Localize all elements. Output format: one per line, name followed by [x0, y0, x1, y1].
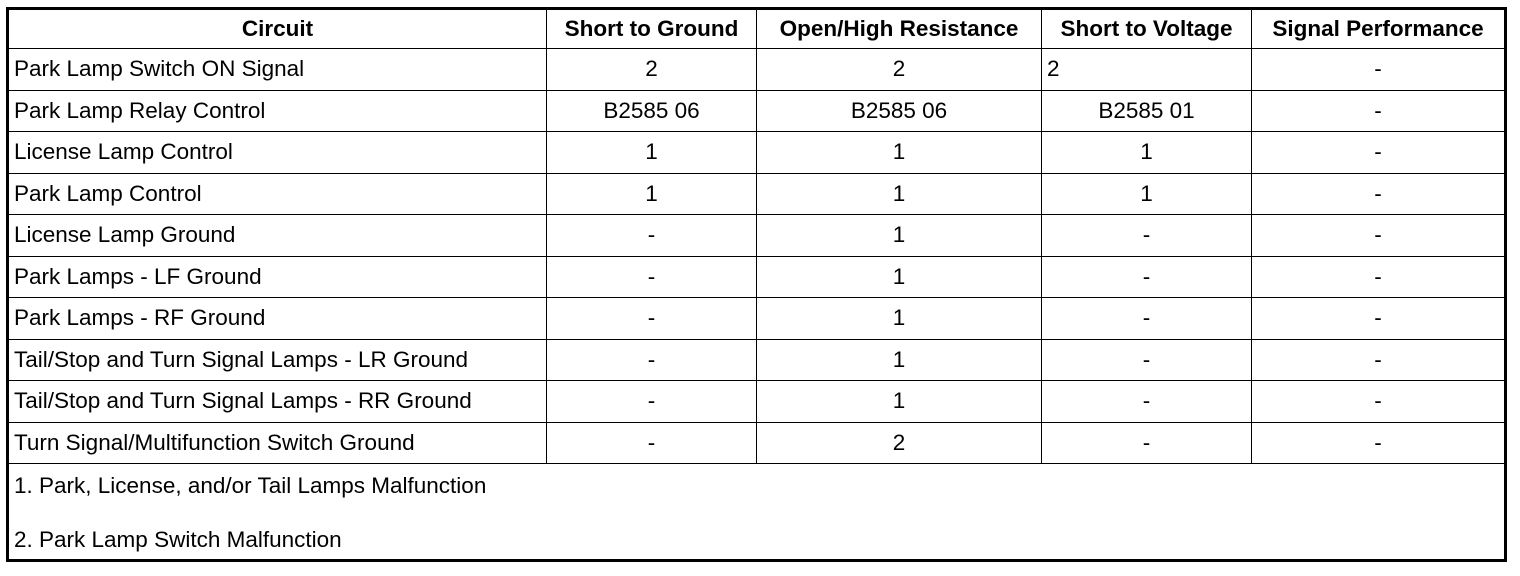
open-high-resistance-cell: 1: [757, 381, 1042, 423]
open-high-resistance-cell: 1: [757, 132, 1042, 174]
table-row: [8, 256, 1506, 298]
short-to-ground-cell: -: [547, 298, 757, 340]
signal-performance-cell: -: [1252, 298, 1506, 340]
short-to-voltage-cell: -: [1042, 298, 1252, 340]
footnote-1: 1. Park, License, and/or Tail Lamps Malfunction: [14, 473, 487, 498]
signal-performance-cell: -: [1252, 132, 1506, 174]
header-open-high-resistance: Open/High Resistance: [757, 9, 1042, 49]
header-row: [8, 9, 1506, 49]
open-high-resistance-cell: 1: [757, 298, 1042, 340]
circuit-cell: License Lamp Control: [8, 132, 547, 174]
signal-performance-cell: -: [1252, 49, 1506, 91]
short-to-voltage-cell: -: [1042, 339, 1252, 381]
signal-performance-cell: -: [1252, 339, 1506, 381]
table-row: [8, 215, 1506, 257]
open-high-resistance-cell: 1: [757, 339, 1042, 381]
signal-performance-cell: -: [1252, 422, 1506, 464]
short-to-voltage-cell: 2: [1042, 49, 1252, 91]
signal-performance-cell: -: [1252, 173, 1506, 215]
circuit-cell: Turn Signal/Multifunction Switch Ground: [8, 422, 547, 464]
footnote-2: 2. Park Lamp Switch Malfunction: [14, 526, 342, 552]
open-high-resistance-cell: 1: [757, 256, 1042, 298]
short-to-voltage-cell: B2585 01: [1042, 90, 1252, 132]
short-to-ground-cell: 1: [547, 173, 757, 215]
circuit-cell: Tail/Stop and Turn Signal Lamps - RR Ground: [8, 381, 547, 423]
signal-performance-cell: -: [1252, 381, 1506, 423]
header-short-to-ground: Short to Ground: [547, 9, 757, 49]
circuit-cell: Park Lamp Switch ON Signal: [8, 49, 547, 91]
short-to-voltage-cell: -: [1042, 381, 1252, 423]
signal-performance-cell: -: [1252, 215, 1506, 257]
short-to-ground-cell: 1: [547, 132, 757, 174]
open-high-resistance-cell: 1: [757, 173, 1042, 215]
short-to-voltage-cell: 1: [1042, 132, 1252, 174]
header-circuit: Circuit: [8, 9, 547, 49]
short-to-ground-cell: -: [547, 339, 757, 381]
notes-row: [8, 464, 1506, 561]
short-to-ground-cell: -: [547, 422, 757, 464]
short-to-voltage-cell: -: [1042, 256, 1252, 298]
table-row: [8, 298, 1506, 340]
table-row: [8, 49, 1506, 91]
footnotes-cell: [8, 464, 1506, 561]
open-high-resistance-cell: 2: [757, 49, 1042, 91]
signal-performance-cell: -: [1252, 256, 1506, 298]
table-row: [8, 132, 1506, 174]
table-row: [8, 339, 1506, 381]
short-to-ground-cell: B2585 06: [547, 90, 757, 132]
circuit-cell: Park Lamps - RF Ground: [8, 298, 547, 340]
circuit-cell: Park Lamps - LF Ground: [8, 256, 547, 298]
short-to-ground-cell: 2: [547, 49, 757, 91]
circuit-cell: License Lamp Ground: [8, 215, 547, 257]
open-high-resistance-cell: B2585 06: [757, 90, 1042, 132]
table-row: [8, 173, 1506, 215]
table-row: [8, 381, 1506, 423]
short-to-ground-cell: -: [547, 381, 757, 423]
circuit-cell: Park Lamp Relay Control: [8, 90, 547, 132]
short-to-voltage-cell: -: [1042, 215, 1252, 257]
short-to-voltage-cell: -: [1042, 422, 1252, 464]
short-to-ground-cell: -: [547, 215, 757, 257]
table-row: [8, 90, 1506, 132]
circuit-cell: Tail/Stop and Turn Signal Lamps - LR Ground: [8, 339, 547, 381]
short-to-ground-cell: -: [547, 256, 757, 298]
table-row: [8, 422, 1506, 464]
header-signal-performance: Signal Performance: [1252, 9, 1506, 49]
open-high-resistance-cell: 2: [757, 422, 1042, 464]
dtc-symptom-table: [6, 7, 1507, 562]
short-to-voltage-cell: 1: [1042, 173, 1252, 215]
circuit-cell: Park Lamp Control: [8, 173, 547, 215]
signal-performance-cell: -: [1252, 90, 1506, 132]
open-high-resistance-cell: 1: [757, 215, 1042, 257]
header-short-to-voltage: Short to Voltage: [1042, 9, 1252, 49]
